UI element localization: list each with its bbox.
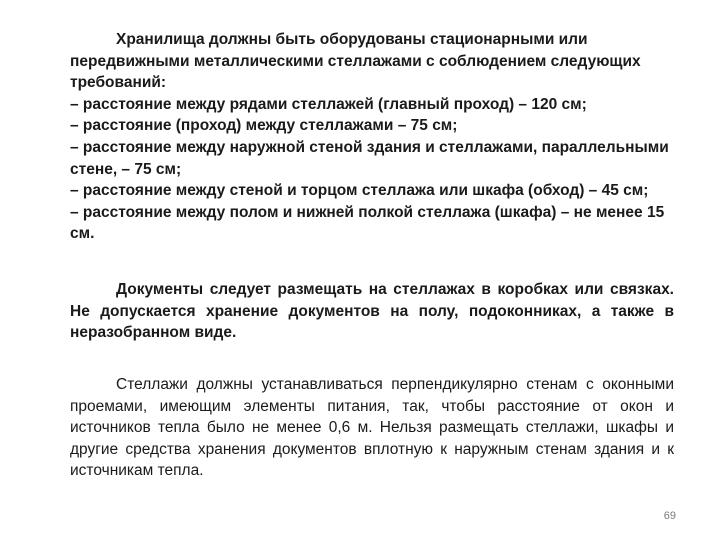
requirement-item: – расстояние (проход) между стеллажами – 75 см; (70, 117, 458, 135)
requirement-item: – расстояние между рядами стеллажей (главный проход) – 120 см; (70, 95, 587, 113)
documents-placement-text: Документы следует размещать на стеллажах в коробках или связках. Не допускается хранение документов на полу, подоконниках, а также в неразобранном виде. (70, 281, 674, 342)
storage-requirements-paragraph (70, 29, 674, 245)
requirements-intro: Хранилища должны быть оборудованы стационарными или передвижными металлическими стеллажами с соблюдением следующих требований: (70, 31, 641, 92)
requirement-item: – расстояние между наружной стеной здания и стеллажами, параллельными стене, – 75 см; (70, 138, 669, 178)
requirement-item: – расстояние между полом и нижней полкой стеллажа (шкафа) – не менее 15 см. (70, 203, 665, 243)
shelving-installation-text: Стеллажи должны устанавливаться перпендикулярно стенам с оконными проемами, имеющим элементы питания, так, чтобы расстояние от окон и источников тепла было не менее 0,6 м. Нельзя размещать стеллажи, шкафы и другие средства хранения документов вплотную к наружным стенам здания и к источникам тепла. (70, 376, 674, 480)
documents-placement-paragraph (70, 279, 674, 344)
page-number: 69 (663, 510, 676, 522)
shelving-installation-paragraph (70, 374, 674, 482)
requirement-item: – расстояние между стеной и торцом стеллажа или шкафа (обход) – 45 см; (70, 182, 649, 200)
